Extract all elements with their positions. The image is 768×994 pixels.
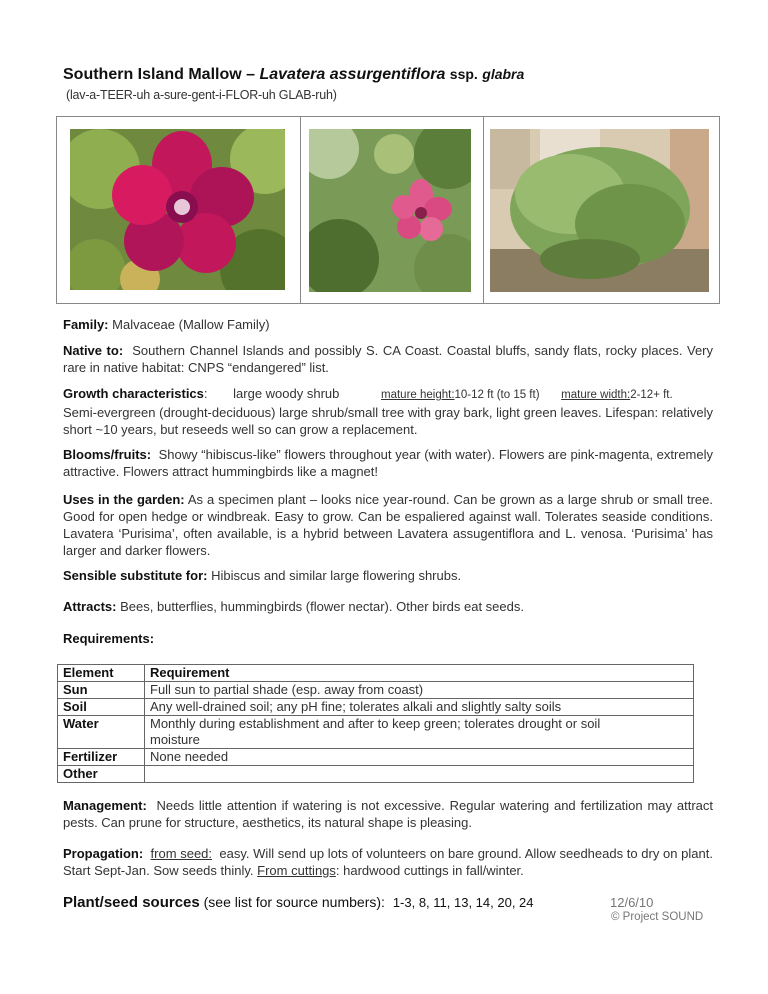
table-row: Soil Any well-drained soil; any pH fine; tolerates alkali and slightly salty soils xyxy=(58,699,694,716)
family-text: Malvaceae (Mallow Family) xyxy=(112,317,270,332)
management-text: Needs little attention if watering is not excessive. Regular watering and fertilization may attract pests. Can prune for structure, aesthetics, its natural shape is pleasing. xyxy=(63,798,714,830)
ssp-name: glabra xyxy=(482,66,525,82)
photo-shrub xyxy=(490,129,709,292)
table-row: Water Monthly during establishment and after to keep green; tolerates drought or soil moisture xyxy=(58,716,694,749)
growth-label: Growth characteristics xyxy=(63,386,204,401)
cuttings-text: : hardwood cuttings in fall/winter. xyxy=(335,863,524,878)
blooms-text: Showy “hibiscus-like” flowers throughout year (with water). Flowers are pink-magenta, extremely attractive. Flowers attract hummingbirds like a magnet! xyxy=(63,447,713,479)
sources-line xyxy=(63,894,534,911)
width-label: mature width: xyxy=(561,389,631,401)
height-label: mature height: xyxy=(381,389,455,401)
growth-text: Semi-evergreen (drought-deciduous) large shrub/small tree with gray bark, light green leaves. Lifespan: relatively short ~10 years, but reseeds well so can grow a replacement. xyxy=(63,405,713,437)
family-section xyxy=(63,316,713,333)
requirements-heading: Requirements: xyxy=(63,631,155,646)
seed-label: from seed: xyxy=(150,846,213,861)
width-value: 2-12+ ft. xyxy=(630,389,673,401)
table-row: Sun Full sun to partial shade (esp. away from coast) xyxy=(58,682,694,699)
document-date: 12/6/10 xyxy=(610,895,654,910)
management-section xyxy=(63,797,713,831)
substitute-section xyxy=(63,567,713,584)
header-element: Element xyxy=(58,665,145,682)
management-label: Management: xyxy=(63,798,147,813)
substitute-text: Hibiscus and similar large flowering shrubs. xyxy=(211,568,462,583)
copyright: © Project SOUND xyxy=(611,911,704,923)
table-row: Fertilizer None needed xyxy=(58,749,694,766)
cuttings-label: From cuttings xyxy=(257,863,336,878)
propagation-section xyxy=(63,845,713,879)
native-section xyxy=(63,342,713,376)
uses-text: As a specimen plant – looks nice year-round. Can be grown as a large shrub or small tree. Good for open hedge or windbreak. Easy to grow. Can be espaliered against wall. Tolerates seaside conditions. Lavatera ‘Purisima’, often available, is a hybrid between Lavatera assugentiflora and L. venosa. ‘Purisima’ has larger and darker flowers. xyxy=(63,492,713,558)
sources-label: Plant/seed sources xyxy=(63,894,200,911)
growth-section: Growth characteristics: large woody shrub mature height:10-12 ft (to 15 ft) mature width:2-12+ ft. Semi-evergreen (drought-deciduous) large shrub/small tree with gray bark, light green leaves. Lifespan: relatively short ~10 years, but reseeds well so can grow a replacement. xyxy=(63,386,713,437)
native-text: Southern Channel Islands and possibly S. CA Coast. Coastal bluffs, sandy flats, rocky places. Very rare in native habitat: CNPS “endangered” list. xyxy=(63,343,714,375)
substitute-label: Sensible substitute for: xyxy=(63,568,208,583)
attracts-section xyxy=(63,598,713,615)
requirements-table xyxy=(57,664,694,783)
photo-flower-leaves xyxy=(309,129,471,292)
common-name: Southern Island Mallow – xyxy=(63,66,256,83)
blooms-label: Blooms/fruits: xyxy=(63,447,152,462)
ssp-label: ssp. xyxy=(449,66,478,82)
attracts-text: Bees, butterflies, hummingbirds (flower nectar). Other birds eat seeds. xyxy=(120,599,524,614)
scientific-name: Lavatera assurgentiflora xyxy=(259,66,446,83)
pronunciation: (lav-a-TEER-uh a-sure-gent-i-FLOR-uh GLAB-ruh) xyxy=(66,88,337,102)
uses-label: Uses in the garden: xyxy=(63,492,185,507)
photo-flower-closeup xyxy=(70,129,285,290)
propagation-label: Propagation: xyxy=(63,846,144,861)
growth-type: large woody shrub xyxy=(233,386,340,401)
attracts-label: Attracts: xyxy=(63,599,117,614)
native-label: Native to: xyxy=(63,343,124,358)
sources-numbers: 1-3, 8, 11, 13, 14, 20, 24 xyxy=(392,895,534,910)
sources-note: (see list for source numbers): xyxy=(203,894,385,910)
family-label: Family: xyxy=(63,317,109,332)
seed-text: easy. Will send up lots of volunteers on bare ground. Allow seedheads to dry on plant. Start Sept-Jan. Sow seeds thinly. xyxy=(63,846,713,878)
table-row: Other xyxy=(58,766,694,783)
table-header-row xyxy=(58,665,694,682)
page-title xyxy=(63,66,524,84)
header-requirement: Requirement xyxy=(145,665,694,682)
uses-section xyxy=(63,491,713,559)
blooms-section xyxy=(63,446,713,480)
height-value: 10-12 ft (to 15 ft) xyxy=(454,389,540,401)
